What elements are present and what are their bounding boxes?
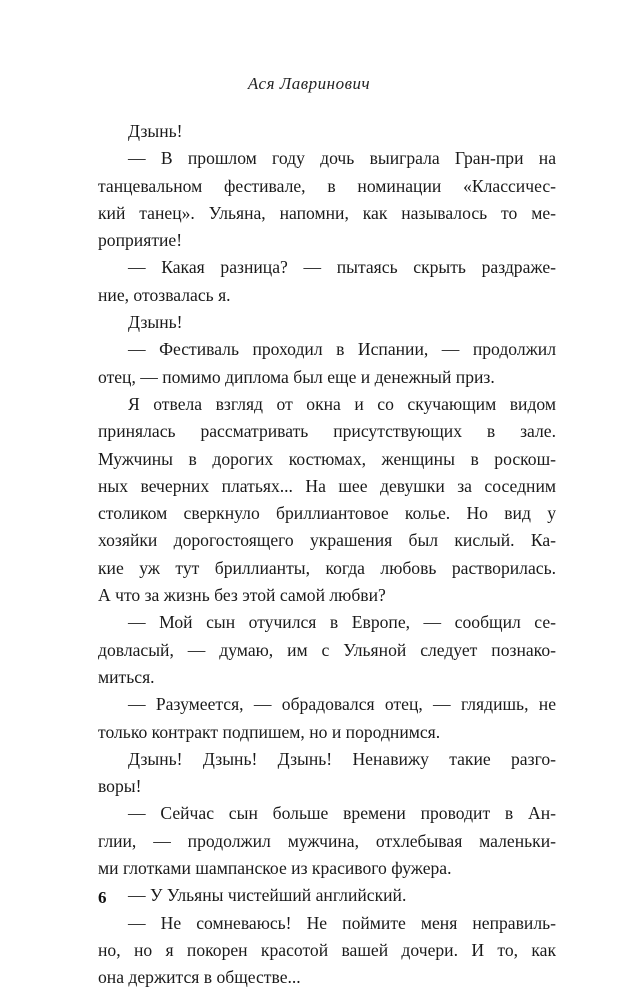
text-line: столиком сверкнуло бриллиантовое колье. Но вид у [98, 503, 556, 524]
text-line: только контракт подпишем, но и породнимся. [98, 721, 441, 742]
text-line: — Разумеется, — обрадовался отец, — глядишь, не [128, 694, 556, 715]
text-line: хозяйки дорогостоящего украшения был кислый. Ка- [98, 530, 556, 551]
text-line: кий танец». Ульяна, напомни, как называлось то ме- [98, 202, 556, 223]
text-line: ных вечерних платьях... На шее девушки за соседним [98, 475, 556, 496]
body-text [98, 118, 556, 992]
text-line: — У Ульяны чистейший английский. [128, 885, 407, 906]
text-line: А что за жизнь без этой самой любви? [98, 585, 386, 606]
text-line: — Не сомневаюсь! Не поймите меня неправиль- [128, 912, 556, 933]
text-line: миться. [98, 666, 155, 687]
text-line: ми глотками шампанское из красивого фужера. [98, 858, 452, 879]
text-line: кие уж тут бриллианты, когда любовь растворилась. [98, 557, 556, 578]
text-line: Я отвела взгляд от окна и со скучающим видом [128, 393, 556, 414]
page-number: 6 [98, 888, 107, 907]
text-line: — Сейчас сын больше времени проводит в Ан- [128, 803, 556, 824]
text-line: Дзынь! Дзынь! Дзынь! Ненавижу такие разго- [128, 748, 556, 769]
text-line: глии, — продолжил мужчина, отхлебывая маленьки- [98, 830, 556, 851]
text-line: — В прошлом году дочь выиграла Гран-при на [128, 148, 556, 169]
text-line: Дзынь! [128, 312, 183, 333]
text-line: она держится в обществе... [98, 967, 301, 988]
text-line: принялась рассматривать присутствующих в зале. [98, 421, 556, 442]
text-line: — Какая разница? — пытаясь скрыть раздраже- [128, 257, 556, 278]
text-line: Дзынь! [128, 121, 183, 141]
text-line: танцевальном фестивале, в номинации «Классичес- [98, 175, 556, 196]
text-line: — Мой сын отучился в Европе, — сообщил се- [128, 612, 556, 633]
text-line: ние, отозвалась я. [98, 284, 231, 305]
text-line: но, но я покорен красотой вашей дочери. И то, как [98, 939, 556, 960]
text-line: воры! [98, 776, 142, 797]
text-line: отец, — помимо диплома был еще и денежный приз. [98, 366, 495, 387]
running-header-author: Ася Лавринович [247, 74, 371, 93]
text-line: Мужчины в дорогих костюмах, женщины в роскош- [98, 448, 556, 469]
text-line: довласый, — думаю, им с Ульяной следует познако- [98, 639, 556, 660]
text-line: — Фестиваль проходил в Испании, — продолжил [128, 339, 556, 360]
text-line: роприятие! [98, 230, 183, 251]
